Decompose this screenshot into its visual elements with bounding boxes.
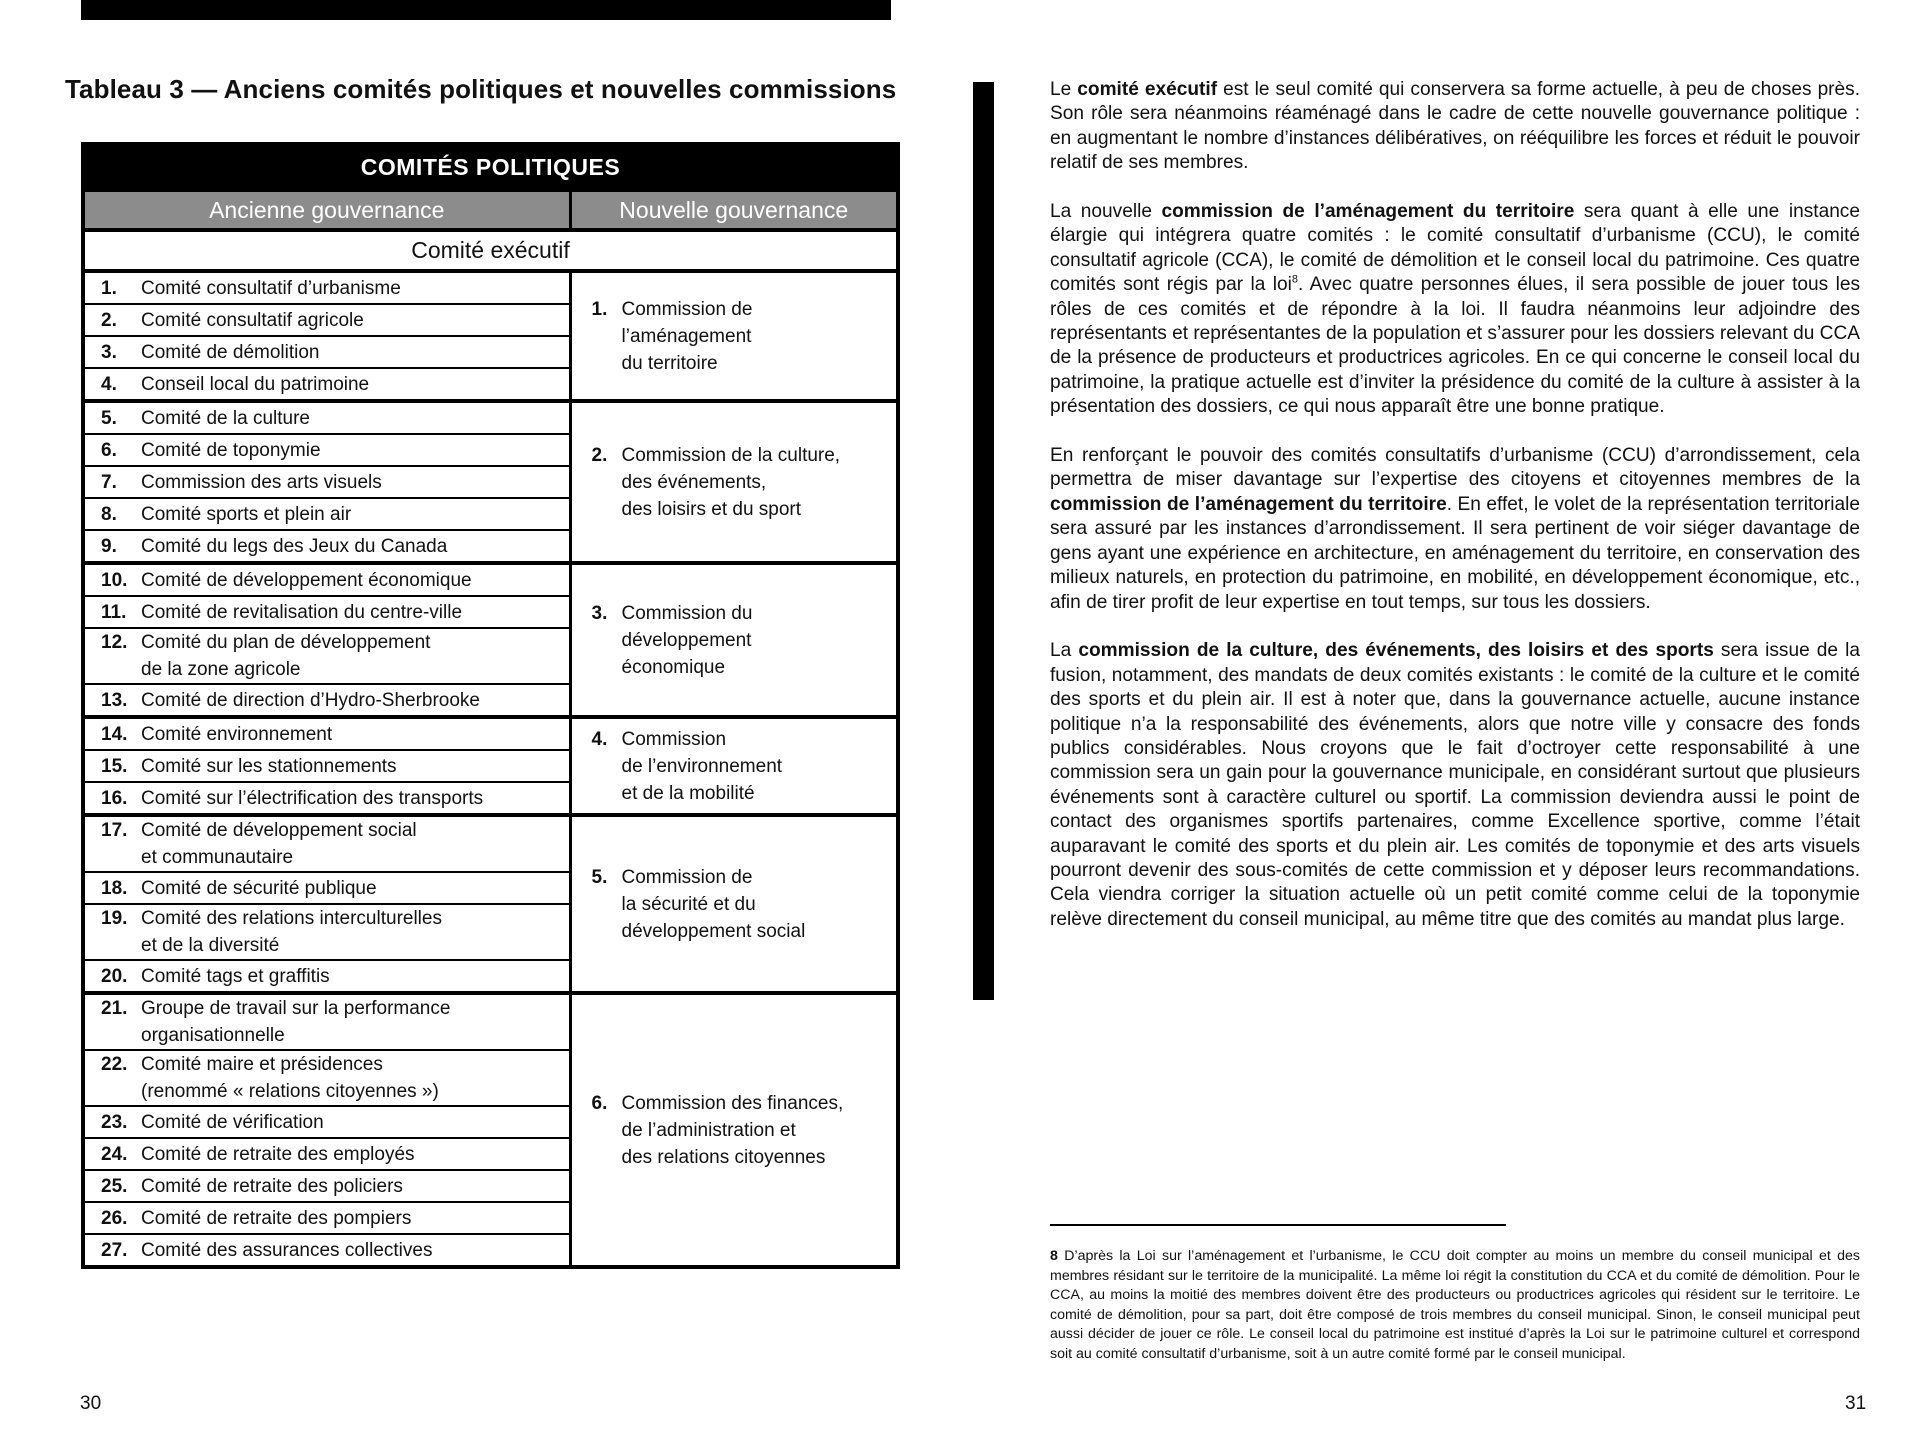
old-committee-cell [83,717,570,750]
committee-name: Comité des assurances collectives [141,1239,433,1261]
commission-number: 1. [591,298,608,320]
column-header-new: Nouvelle gouvernance [570,190,898,230]
new-commission-cell [570,815,898,993]
committee-number: 13. [101,689,128,711]
text-run: La [1050,640,1079,662]
committee-number: 18. [101,877,128,899]
table-row [83,993,898,1050]
table-row [83,815,898,872]
footnote-ref: 8 [1291,273,1298,286]
commission-number: 3. [591,602,608,624]
committee-number: 9. [101,535,117,557]
commission-number: 2. [591,444,608,466]
committee-name: Comité tags et graffitis [141,965,330,987]
committee-number: 20. [101,965,128,987]
old-committee-cell [83,872,570,904]
bold-term: commission de l’aménagement du territoire [1161,201,1575,223]
old-committee-cell [83,466,570,498]
table-row [83,401,898,434]
committee-number: 3. [101,341,117,363]
paragraph [1050,200,1860,420]
old-committee-cell [83,815,570,872]
committee-number: 12. [101,632,128,653]
bold-term: commission de l’aménagement du territoire [1050,493,1447,515]
new-commission-cell [570,717,898,815]
committee-name: Comité de retraite des pompiers [141,1207,412,1229]
committee-number: 2. [101,309,117,331]
top-black-bar [81,0,891,20]
old-committee-cell [83,530,570,563]
old-committee-cell [83,1202,570,1234]
old-committee-cell [83,1170,570,1202]
committee-name: Comité sur l’électrification des transports [141,787,484,809]
table-row [83,563,898,596]
committee-name: Comité de la culture [141,407,310,429]
committee-name: Comité environnement [141,723,333,745]
old-committee-cell [83,498,570,530]
committee-name: Comité de développement économique [141,569,472,591]
committee-number: 6. [101,439,117,461]
old-committee-cell [83,750,570,782]
old-committee-cell [83,684,570,717]
footnote-text: D’après la Loi sur l’aménagement et l’urbanisme, le CCU doit compter au moins un membre du conseil municipal et des membres résidant sur le territoire de la municipalité. La même loi régit la constitution du CCA et du comité de démolition. Pour le CCA, au moins la moitié des membres doivent être des producteurs ou productrices agricoles qui résident sur le territoire. Le comité de démolition, pour sa part, doit être composé de trois membres du conseil municipal. Sinon, le conseil municipal peut aussi décider de jouer ce rôle. Le conseil local du patrimoine est institué d’après la Loi sur le patrimoine culturel et correspond soit au comité consultatif d’urbanisme, soit à un autre comité formé par le conseil municipal. [1050,1248,1860,1362]
text-run: La nouvelle [1050,201,1162,223]
bold-term: comité exécutif [1077,79,1218,100]
committee-number: 26. [101,1207,128,1229]
table-title: Tableau 3 — Anciens comités politiques et nouvelles commissions [65,74,897,104]
committee-number: 15. [101,755,128,777]
old-committee-cell [83,596,570,628]
column-header-old: Ancienne gouvernance [83,190,570,230]
old-committee-cell [83,304,570,336]
committee-number: 16. [101,787,128,809]
footnote-number: 8 [1050,1248,1058,1264]
committee-number: 5. [101,407,117,429]
text-run: est le seul comité qui conservera sa forme actuelle, à peu de choses près. Son rôle sera néanmoins réaménagé dans le cadre de cette nouvelle gouvernance politique : en augmentant le nombre d’instances délibératives, on rééquilibre les forces et réduit le pouvoir relatif de ses membres. [1050,79,1861,174]
footnote-divider [1050,1224,1506,1226]
page-number-right: 31 [1845,1393,1867,1414]
committee-name: Comité sur les stationnements [141,755,397,777]
committee-name: Conseil local du patrimoine [141,373,370,395]
paragraph [1050,444,1860,615]
old-committee-cell [83,1234,570,1267]
table-row [83,717,898,750]
paragraph [1050,639,1860,932]
committee-name: Comité des relations interculturelles et de la diversité [141,908,442,956]
old-committee-cell [83,993,570,1050]
new-commission-cell [570,271,898,401]
bold-term: commission de la culture, des événements, des loisirs et des sports [1078,640,1714,662]
old-committee-cell [83,1106,570,1138]
commission-name: Commission de l’environnement et de la mobilité [621,728,783,804]
footnote [1050,1247,1860,1364]
committee-name: Comité de revitalisation du centre-ville [141,601,463,623]
committee-name: Comité de développement social et communautaire [141,820,417,868]
commission-name: Commission de la sécurité et du développement social [621,866,806,942]
old-committee-cell [83,336,570,368]
committee-name: Comité de retraite des employés [141,1143,415,1165]
old-committee-cell [83,401,570,434]
text-run: . Avec quatre personnes élues, il sera possible de jouer tous les rôles de ces comités et de répondre à la loi. Il faudra néanmoins leur adjoindre des représentants et représentantes de la population et s’assurer pour les dossiers relevant du CCA de la présence de producteurs et productrices agricoles. En ce qui concerne le conseil local du patrimoine, la pratique actuelle est d’inviter la présidence du comité de la culture à assister à la présentation des dossiers, ce qui nous apparaît être une bonne pratique. [1050,274,1860,418]
committee-name: Comité du legs des Jeux du Canada [141,535,448,557]
new-commission-cell [570,563,898,717]
old-committee-cell [83,904,570,960]
committee-number: 8. [101,503,117,525]
paragraph [1050,78,1860,176]
vertical-black-bar [973,82,994,1000]
committee-number: 14. [101,723,128,745]
committee-name: Comité sports et plein air [141,503,352,525]
committee-number: 10. [101,569,128,591]
committee-number: 7. [101,471,117,493]
commission-name: Commission du développement économique [621,602,753,678]
committee-number: 21. [101,998,128,1019]
text-run: sera quant à elle une instance élargie qui intégrera quatre comités : le comité consultatif d’urbanisme (CCU), le comité consultatif agricole (CCA), le comité de démolition et le conseil local du patrimoine. Ces quatre comités sont régis par la loi [1050,201,1860,296]
page-number-left: 30 [80,1393,102,1414]
committee-number: 24. [101,1143,128,1165]
old-committee-cell [83,1138,570,1170]
text-run: . En effet, le volet de la représentation territoriale sera assuré par les instances d’arrondissement. Il sera pertinent de voir siéger davantage de gens ayant une expérience en architecture, en aménagement du territoire, en conservation des milieux naturels, en protection du patrimoine, en mobilité, en développement économique, etc., afin de tirer profit de leur expertise en tout temps, sur tous les dossiers. [1050,493,1860,613]
committee-name: Comité du plan de développement de la zone agricole [141,632,431,680]
committee-number: 19. [101,908,128,929]
table-row [83,271,898,304]
new-commission-cell [570,401,898,563]
committee-number: 4. [101,373,117,395]
commission-number: 6. [591,1092,608,1114]
committee-name: Comité consultatif agricole [141,309,364,331]
committee-number: 23. [101,1111,128,1133]
committee-number: 17. [101,820,128,841]
committee-name: Comité maire et présidences (renommé « relations citoyennes ») [141,1054,439,1102]
old-committee-cell [83,628,570,684]
text-run: Le [1050,79,1078,100]
old-committee-cell [83,434,570,466]
old-committee-cell [83,271,570,304]
old-committee-cell [83,563,570,596]
table-header: COMITÉS POLITIQUES [83,144,898,190]
old-committee-cell [83,1050,570,1106]
commission-number: 4. [591,728,608,750]
commission-name: Commission de la culture, des événements, des loisirs et du sport [621,444,841,520]
committee-name: Comité de retraite des policiers [141,1175,403,1197]
committee-name: Comité de direction d’Hydro-Sherbrooke [141,689,480,711]
committee-number: 22. [101,1054,128,1075]
committee-name: Comité de sécurité publique [141,877,377,899]
old-committee-cell [83,960,570,993]
commission-name: Commission de l’aménagement du territoire [621,298,753,374]
committee-number: 1. [101,277,117,299]
committee-name: Groupe de travail sur la performance organisationnelle [141,998,451,1046]
committee-name: Commission des arts visuels [141,471,382,493]
text-run: En renforçant le pouvoir des comités consultatifs d’urbanisme (CCU) d’arrondissement, cela permettra de miser davantage sur l’expertise des citoyens et citoyennes membres de la [1050,445,1860,491]
committee-name: Comité de toponymie [141,439,321,461]
committee-number: 11. [101,601,127,623]
committee-name: Comité de vérification [141,1111,324,1133]
committees-table [81,142,900,1269]
table-body [83,230,898,1267]
old-committee-cell [83,368,570,401]
committee-number: 25. [101,1175,128,1197]
committee-name: Comité de démolition [141,341,320,363]
old-committee-cell [83,782,570,815]
commission-number: 5. [591,866,608,888]
committee-name: Comité consultatif d’urbanisme [141,277,401,299]
executive-committee-row: Comité exécutif [83,230,898,271]
body-text [1050,78,1860,957]
text-run: sera issue de la fusion, notamment, des mandats de deux comités existants : le comité de la culture et le comité des sports et du plein air. Il est à noter que, dans la gouvernance actuelle, aucune instance politique n’a la responsabilité des événements, alors que notre ville y consacre des fonds publics considérables. Nous croyons que le fait d’octroyer cette responsabilité à une commission sera un gain pour la gouvernance municipale, en considérant surtout que plusieurs événements sont à caractère culturel ou sportif. La commission deviendra aussi le point de contact des organismes sportifs partenaires, comme Excellence sportive, comme l’était auparavant le comité des sports et du plein air. Les comités de toponymie et des arts visuels pourront devenir des sous-comités de cette commission et y déposer leurs recommandations. Cela viendra corriger la situation actuelle où un petit comité comme celui de la toponymie relève directement du conseil municipal, au même titre que des comités au mandat plus large. [1050,640,1860,930]
commission-name: Commission des finances, de l’administration et des relations citoyennes [621,1092,844,1168]
committee-number: 27. [101,1239,128,1261]
new-commission-cell [570,993,898,1267]
